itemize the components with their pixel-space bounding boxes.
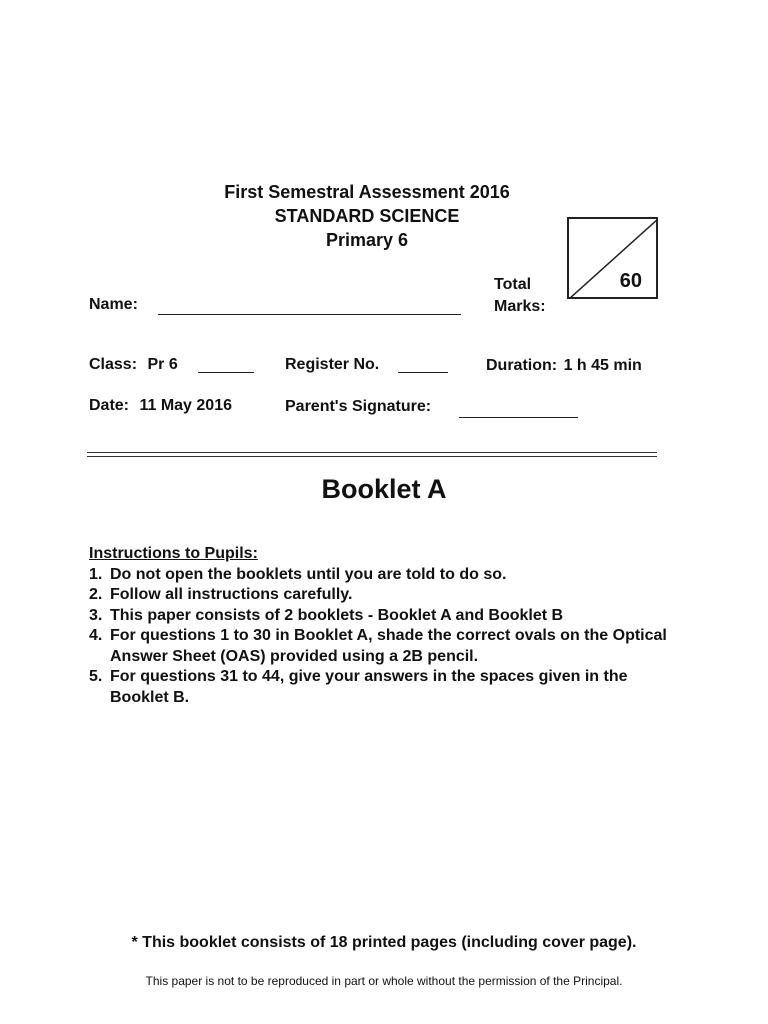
duration-field xyxy=(486,357,642,375)
class-label: Class: xyxy=(89,356,138,373)
divider-bottom xyxy=(87,456,657,457)
instruction-number: 5. xyxy=(89,668,103,685)
booklet-title: Booklet A xyxy=(321,474,447,504)
class-blank[interactable] xyxy=(198,372,254,373)
duration-label: Duration: xyxy=(486,357,558,374)
instruction-text: For questions 31 to 44, give your answers in the spaces given in the Booklet B. xyxy=(110,668,628,706)
instruction-number: 1. xyxy=(89,565,103,583)
date-field xyxy=(89,397,232,415)
divider-top xyxy=(87,452,657,453)
instruction-number: 4. xyxy=(89,627,103,644)
signature-label: Parent's Signature: xyxy=(285,398,432,415)
instruction-text: Follow all instructions carefully. xyxy=(110,586,353,603)
instructions-list xyxy=(89,565,689,709)
exam-subject: STANDARD SCIENCE xyxy=(274,206,460,226)
duration-value: 1 h 45 min xyxy=(563,357,642,374)
register-blank[interactable] xyxy=(398,372,448,373)
date-value: 11 May 2016 xyxy=(139,397,232,414)
name-label: Name: xyxy=(89,296,138,313)
instructions-heading: Instructions to Pupils: xyxy=(89,545,258,562)
name-field[interactable] xyxy=(158,314,461,315)
total-label: Total xyxy=(494,276,532,293)
instruction-item xyxy=(89,606,689,627)
class-field xyxy=(89,356,178,374)
instruction-item xyxy=(89,626,689,667)
instructions xyxy=(89,544,689,708)
instruction-text: Do not open the booklets until you are told to do so. xyxy=(110,565,507,583)
instruction-text: For questions 1 to 30 in Booklet A, shade the correct ovals on the Optical Answer Sheet (OAS) provided using a 2B pencil. xyxy=(110,627,667,665)
pages-note: * This booklet consists of 18 printed pages (including cover page). xyxy=(131,934,637,951)
exam-level: Primary 6 xyxy=(325,230,409,250)
instruction-number: 3. xyxy=(89,606,103,624)
instruction-item xyxy=(89,667,689,708)
instruction-item xyxy=(89,565,689,586)
signature-field[interactable] xyxy=(459,417,578,418)
instruction-number: 2. xyxy=(89,586,103,603)
marks-diagonal xyxy=(569,219,658,299)
register-label: Register No. xyxy=(285,356,380,373)
instruction-text: This paper consists of 2 booklets - Booklet A and Booklet B xyxy=(110,606,564,624)
date-label: Date: xyxy=(89,397,130,414)
class-value: Pr 6 xyxy=(147,356,178,373)
copyright-note: This paper is not to be reproduced in part or whole without the permission of the Principal. xyxy=(145,974,623,988)
instruction-item xyxy=(89,585,689,606)
total-marks-box xyxy=(567,217,658,299)
total-marks-value: 60 xyxy=(619,270,642,292)
marks-label: Marks: xyxy=(494,298,546,315)
exam-title: First Semestral Assessment 2016 xyxy=(224,182,510,202)
